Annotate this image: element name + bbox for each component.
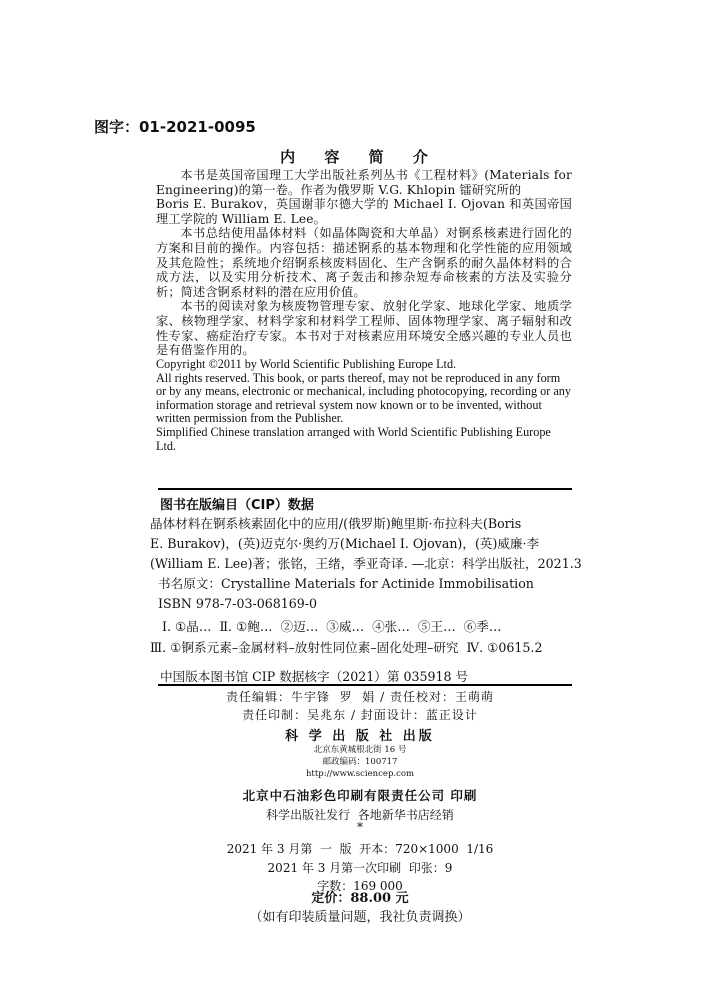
copyright-line: All rights reserved. This book, or parts thereof, may not be reproduced in any form or by any means, electronic or mechanical, including photocopying, recording or any information storage and retrieval system now known or to be invented, without written permission from the Publisher. [156, 370, 571, 426]
copyright-line: Copyright ©2011 by World Scientific Publishing Europe Ltd. [156, 357, 457, 371]
credit-line: 责任印制：吴兆东 / 封面设计：蓝正设计 [242, 708, 478, 722]
publisher-postcode: 邮政编码：100717 [322, 757, 398, 767]
cip-line: 晶体材料在锕系核素固化中的应用/(俄罗斯)鲍里斯·布拉科夫(Boris [150, 516, 522, 531]
publisher: 科 学 出 版 社 出版 [285, 729, 435, 744]
intro-paragraph: 本书总结使用晶体材料（如晶体陶瓷和大单晶）对锕系核素进行固化的方案和目前的操作。内容包括：描述锕系的基本物理和化学性能的应用领域及其危险性；系统地介绍锕系核废料固化、生产含锕系的耐久晶体材料的合成方法，以及实用分析技术、离子轰击和掺杂短寿命核素的方法及实验分析；简述含锕系材料的潜在应用价值。 [156, 226, 572, 299]
distribution: 科学出版社发行 各地新华书店经销 [266, 808, 454, 822]
printer: 北京中石油彩色印刷有限责任公司 印刷 [242, 788, 478, 803]
spec-line: 字数：169 000 [317, 879, 403, 893]
cip-heading: 图书在版编目（CIP）数据 [160, 498, 314, 513]
spec-line: 2021 年 3 月第 一 版 开本：720×1000 1/16 [226, 842, 494, 856]
cip-line: (William E. Lee)著；张铭，王绪，季亚奇译. —北京：科学出版社，2021.3 [150, 556, 582, 571]
permit-number: 图字：01-2021-0095 [94, 118, 256, 136]
cip-body [150, 514, 582, 614]
publisher-info [0, 744, 720, 780]
copyright-line: Simplified Chinese translation arranged with World Scientific Publishing Europe Ltd. [156, 424, 551, 453]
separator-star: * [357, 820, 363, 834]
cip-index [150, 617, 568, 658]
intro-section [156, 168, 572, 358]
copyright-section [156, 358, 572, 453]
credit-line: 责任编辑：牛宇锋 罗 娟 / 责任校对：王萌萌 [226, 690, 494, 704]
cip-original-title: 书名原文：Crystalline Materials for Actinide Immobilisation [158, 576, 534, 591]
cip-index-line: Ⅲ. ①锕系元素–金属材料–放射性同位素–固化处理–研究 Ⅳ. ①0615.2 [150, 639, 543, 655]
publisher-website: http://www.sciencep.com [305, 769, 415, 779]
spec-line: 2021 年 3 月第一次印刷 印张：9 [267, 860, 453, 875]
intro-paragraph: Boris E. Burakov，英国谢菲尔德大学的 Michael I. Ojovan 和英国帝国理工学院的 William E. Lee。 [156, 197, 572, 226]
publisher-address: 北京东黄城根北街 16 号 [313, 745, 407, 755]
cip-index-line: Ⅰ. ①晶… Ⅱ. ①鲍… ②迈… ③威… ④张… ⑤王… ⑥季… [162, 619, 502, 634]
cip-top-rule [158, 488, 572, 490]
intro-paragraph: 本书是英国帝国理工大学出版社系列丛书《工程材料》(Materials for Engineering)的第一卷。作者为俄罗斯 V.G. Khlopin 镭研究所的 [156, 168, 572, 197]
intro-title: 内 容 简 介 [280, 148, 440, 166]
cip-bottom-rule [158, 684, 572, 686]
quality-notice: （如有印装质量问题，我社负责调换） [249, 910, 471, 925]
intro-paragraph: 本书的阅读对象为核废物管理专家、放射化学家、地球化学家、地质学家、核物理学家、材料学家和材料学工程师、固体物理学家、离子辐射和改性专家、癌症治疗专家。本书对于对核素应用环境安全感兴趣的专业人员也是有借鉴作用的。 [156, 299, 572, 358]
cip-isbn: ISBN 978-7-03-068169-0 [158, 596, 318, 611]
price: 定价：88.00 元 [311, 891, 409, 906]
cip-line: E. Burakov)，(英)迈克尔·奥约万(Michael I. Ojovan)，(英)威廉·李 [150, 536, 540, 551]
credits [0, 688, 720, 708]
cip-record-number: 中国版本图书馆 CIP 数据核字（2021）第 035918 号 [160, 669, 469, 684]
